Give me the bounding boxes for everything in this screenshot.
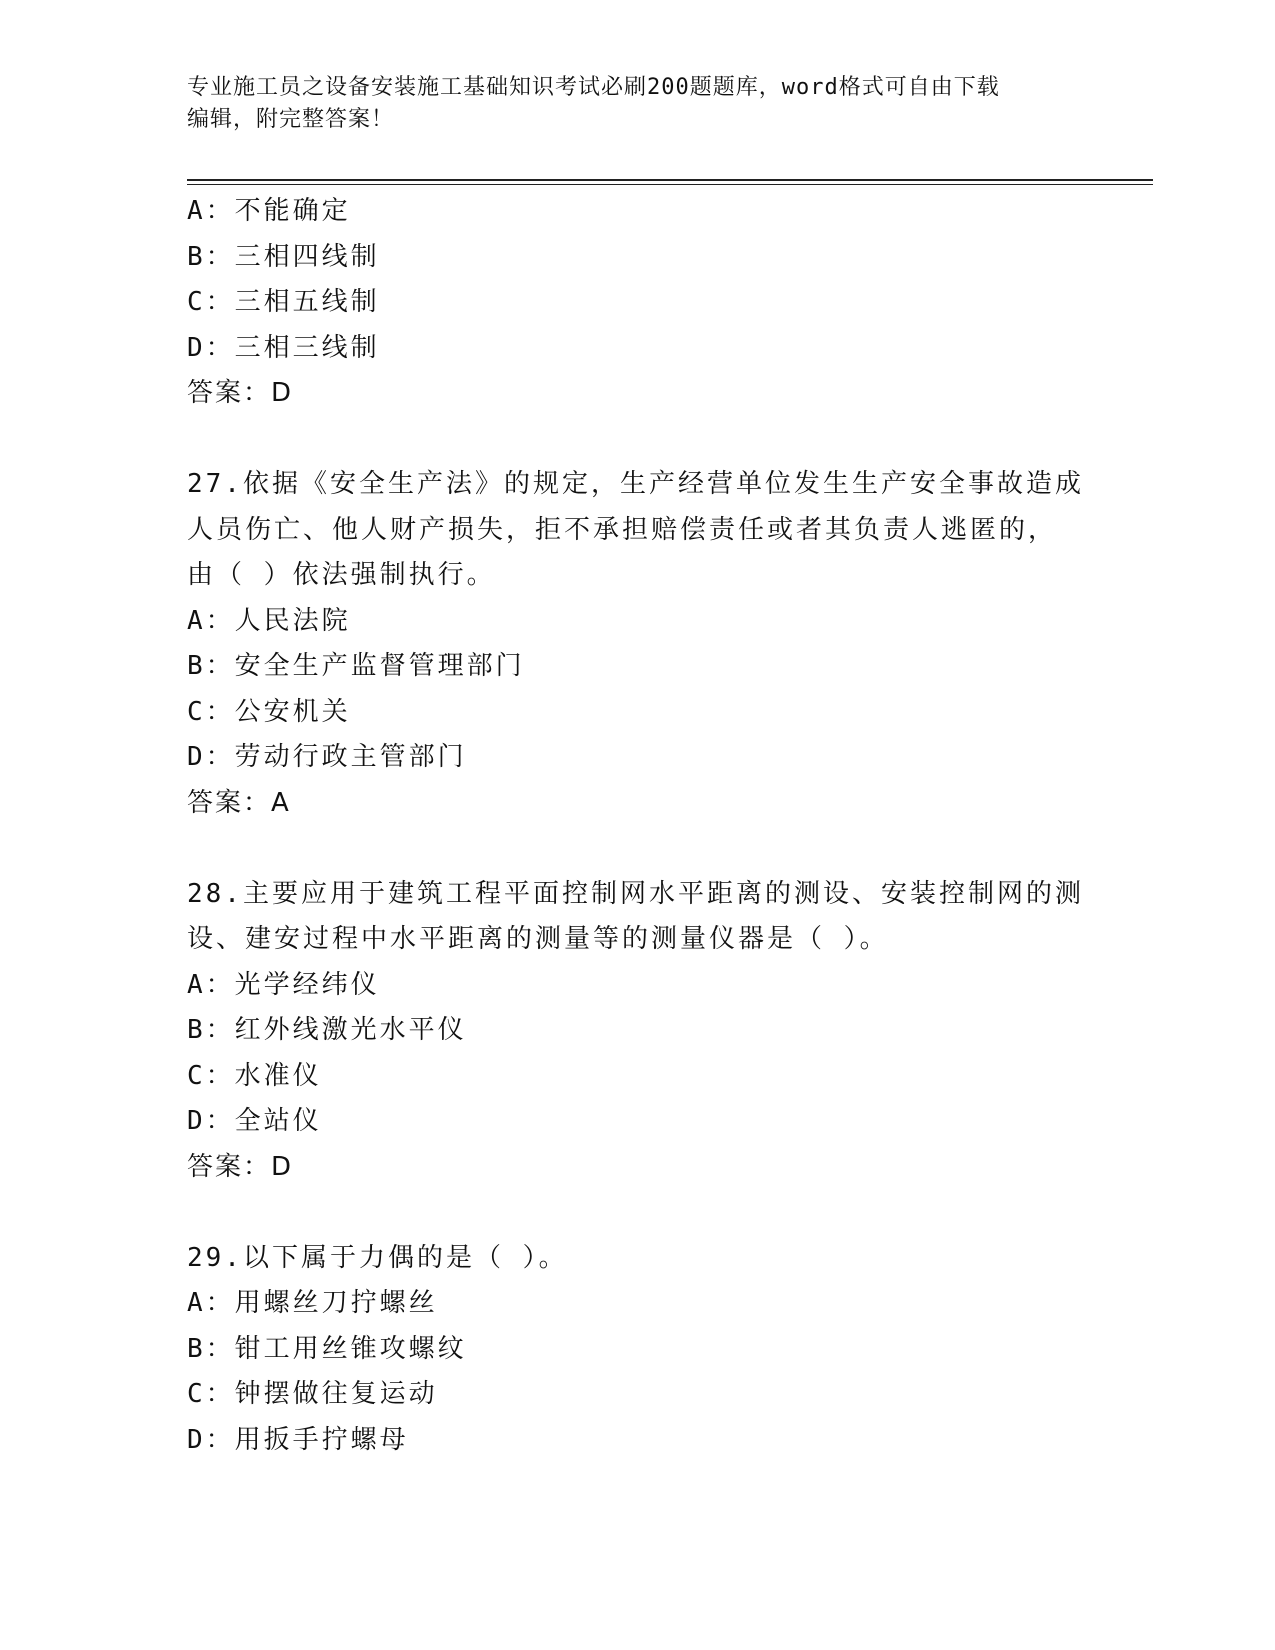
question-29 (187, 1236, 1087, 1464)
question-stem: 由（ ）依法强制执行。 (187, 560, 496, 590)
question-27 (187, 462, 1087, 826)
option-d: D：用扳手拧螺母 (187, 1424, 409, 1455)
question-stem: 28.主要应用于建筑工程平面控制网水平距离的测设、安装控制网的测 (187, 878, 1084, 909)
option-d: D：三相三线制 (187, 332, 380, 363)
answer: 答案：D (187, 1151, 294, 1182)
option-c: C：钟摆做往复运动 (187, 1379, 438, 1409)
document-header (187, 72, 1087, 136)
option-b: B：三相四线制 (187, 241, 380, 272)
option-d: D：全站仪 (187, 1106, 322, 1136)
option-a: A：用螺丝刀拧螺丝 (187, 1288, 438, 1318)
question-stem: 人员伤亡、他人财产损失，拒不承担赔偿责任或者其负责人逃匿的， (187, 514, 1058, 545)
option-b: B：安全生产监督管理部门 (187, 651, 525, 681)
option-c: C：水准仪 (187, 1060, 322, 1091)
option-b: B：红外线激光水平仪 (187, 1015, 467, 1045)
question-26 (187, 189, 1087, 417)
question-content (187, 189, 1087, 1463)
header-line-1: 专业施工员之设备安装施工基础知识考试必刷200题题库，word格式可自由下载 (187, 75, 1000, 100)
question-stem: 27.依据《安全生产法》的规定，生产经营单位发生生产安全事故造成 (187, 469, 1084, 499)
option-a: A：不能确定 (187, 196, 351, 226)
option-d: D：劳动行政主管部门 (187, 742, 467, 772)
option-c: C：公安机关 (187, 696, 351, 727)
header-line-2: 编辑，附完整答案！ (187, 107, 395, 132)
option-c: C：三相五线制 (187, 287, 380, 317)
option-a: A：光学经纬仪 (187, 969, 380, 1000)
question-stem: 29.以下属于力偶的是（ ）。 (187, 1242, 568, 1273)
question-stem: 设、建安过程中水平距离的测量等的测量仪器是（ ）。 (187, 924, 889, 954)
question-28 (187, 872, 1087, 1191)
option-b: B：钳工用丝锥攻螺纹 (187, 1333, 467, 1364)
header-divider-thin (187, 184, 1153, 185)
header-divider (187, 179, 1153, 181)
answer: 答案：D (187, 378, 294, 408)
answer: 答案：A (187, 787, 291, 818)
option-a: A：人民法院 (187, 605, 351, 636)
